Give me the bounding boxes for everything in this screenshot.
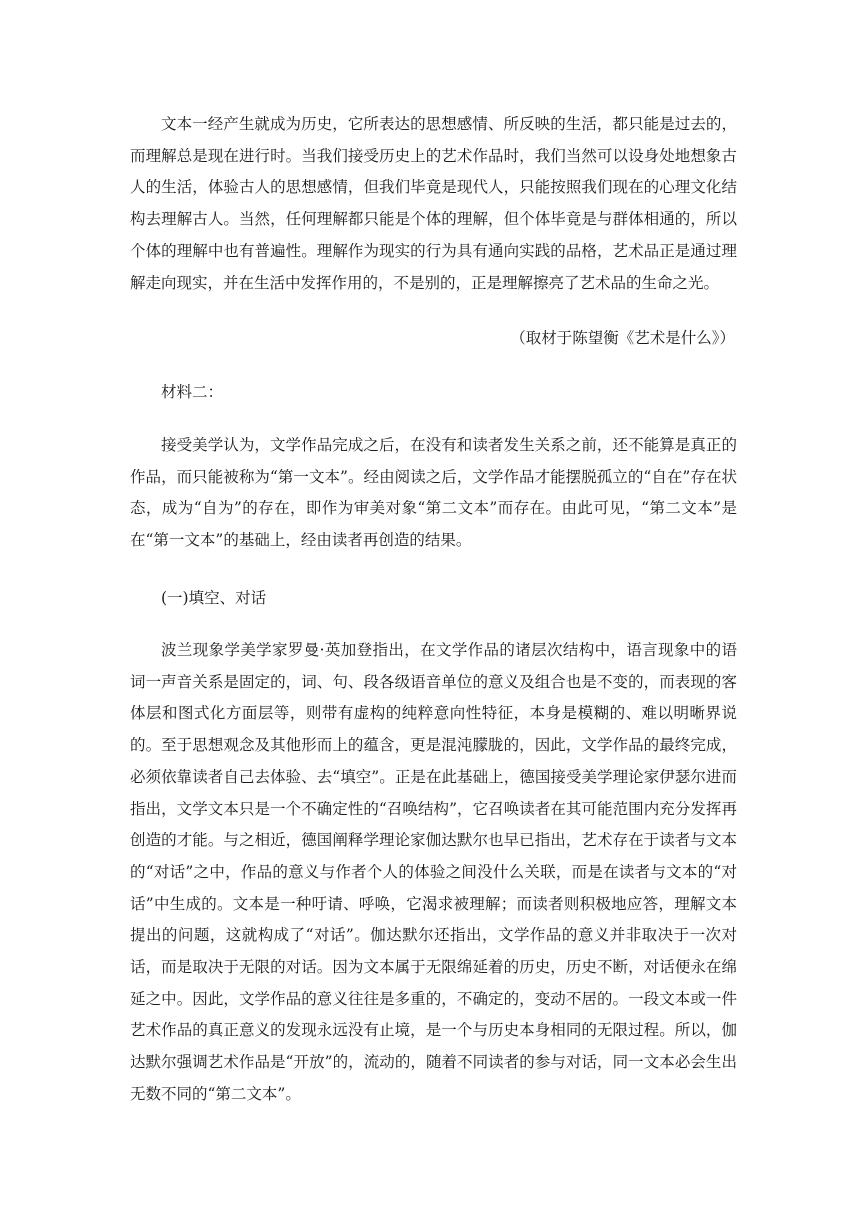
section-1-heading: (一)填空、对话	[161, 589, 267, 607]
material-2-heading: 材料二：	[161, 383, 224, 401]
source-citation: （取材于陈望衡《艺术是什么》）	[510, 329, 735, 347]
paragraph-3: 波兰现象学美学家罗曼·英加登指出，在文学作品的诸层次结构中，语言现象中的语词一声音关系是固定的，词、句、段各级语音单位的意义及组合也是不变的，而表现的客体层和图式化方面层等，则带有虚构的纯粹意向性特征，本身是模糊的、难以明晰界说的。至于思想观念及其他形而上的蕴含，更是混沌朦胧的，因此，文学作品的最终完成，必须依靠读者自己去体验、去“填空”。正是在此基础上，德国接受美学理论家伊瑟尔进而指出，文学文本只是一个不确定性的“召唤结构”，它召唤读者在其可能范围内充分发挥再创造的才能。与之相近，德国阐释学理论家伽达默尔也早已指出，艺术存在于读者与文本的“对话”之中，作品的意义与作者个人的体验之间没什么关联，而是在读者与文本的“对话”中生成的。文本是一种吁请、呼唤，它渴求被理解；而读者则积极地应答，理解文本提出的问题，这就构成了“对话”。伽达默尔还指出，文学作品的意义并非取决于一次对话，而是取决于无限的对话。因为文本属于无限绵延着的历史，历史不断，对话便永在绵延之中。因此，文学作品的意义往往是多重的，不确定的，变动不居的。一段文本或一件艺术作品的真正意义的发现永远没有止境，是一个与历史本身相同的无限过程。所以，伽达默尔强调艺术作品是“开放”的，流动的，随着不同读者的参与对话，同一文本必会生出无数不同的“第二文本”。	[130, 641, 737, 1103]
paragraph-2: 接受美学认为，文学作品完成之后，在没有和读者发生关系之前，还不能算是真正的作品，而只能被称为“第一文本”。经由阅读之后，文学作品才能摆脱孤立的“自在”存在状态，成为“自为”的存在，即作为审美对象“第二文本”而存在。由此可见，“第二文本”是在“第一文本”的基础上，经由读者再创造的结果。	[130, 436, 737, 550]
paragraph-1: 文本一经产生就成为历史，它所表达的思想感情、所反映的生活，都只能是过去的，而理解总是现在进行时。当我们接受历史上的艺术作品时，我们当然可以设身处地想象古人的生活，体验古人的思想感情，但我们毕竟是现代人，只能按照我们现在的心理文化结构去理解古人。当然，任何理解都只能是个体的理解，但个体毕竟是与群体相通的，所以个体的理解中也有普遍性。理解作为现实的行为具有通向实践的品格，艺术品正是通过理解走向现实，并在生活中发挥作用的，不是别的，正是理解擦亮了艺术品的生命之光。	[130, 115, 737, 292]
